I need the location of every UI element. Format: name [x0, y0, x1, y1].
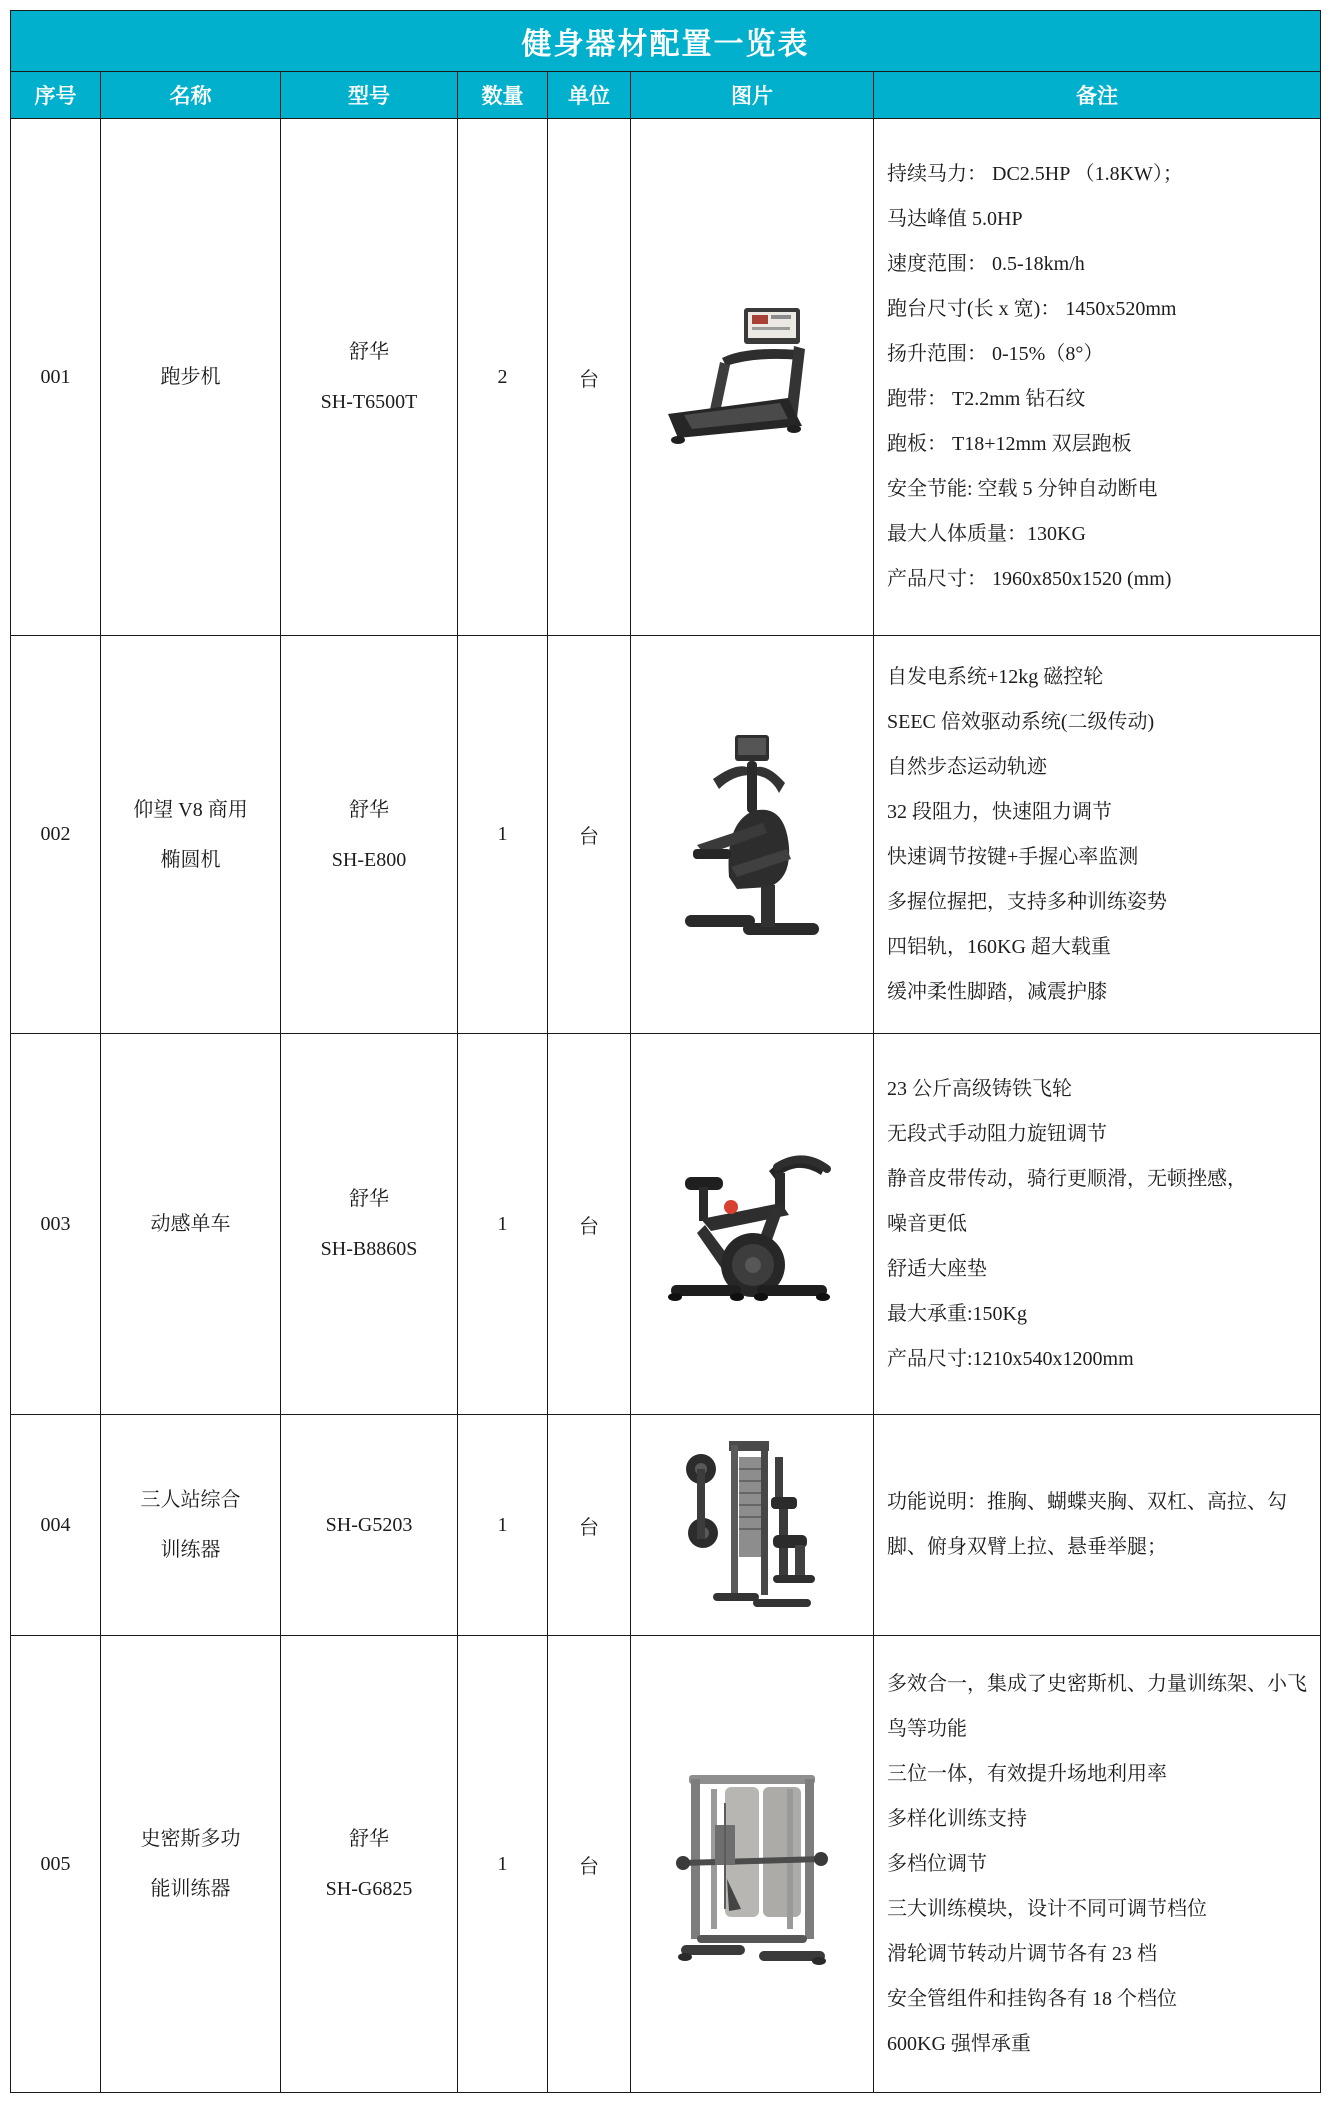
remark-line: 三大训练模块，设计不同可调节档位 — [887, 1897, 1207, 1920]
cell-picture — [631, 1034, 874, 1415]
table-row — [11, 1415, 1321, 1636]
cell-qty: 1 — [458, 636, 548, 1034]
name-line: 史密斯多功 — [140, 1828, 241, 1850]
remark-line: 缓冲柔性脚踏，减震护膝 — [887, 980, 1107, 1003]
remark-line: 23 公斤高级铸铁飞轮 — [887, 1077, 1072, 1100]
remark-line: 静音皮带传动，骑行更顺滑，无顿挫感， — [887, 1167, 1247, 1190]
model-line: 舒华 — [349, 341, 389, 363]
cell-picture — [631, 119, 874, 636]
remark-line: 最大承重:150Kg — [887, 1302, 1027, 1325]
title-row — [11, 11, 1321, 72]
cell-model — [281, 119, 458, 636]
remark-line: SEEC 倍效驱动系统(二级传动) — [887, 710, 1155, 733]
col-header-picture: 图片 — [631, 72, 874, 119]
model-line: SH-T6500T — [320, 391, 418, 413]
cell-unit: 台 — [548, 636, 631, 1034]
cell-name — [101, 1415, 281, 1636]
table-row — [11, 636, 1321, 1034]
remark-line: 无段式手动阻力旋钮调节 — [887, 1122, 1107, 1145]
cell-no: 001 — [11, 119, 101, 636]
table-row — [11, 119, 1321, 636]
model-line: 舒华 — [349, 1188, 389, 1210]
col-header-model: 型号 — [281, 72, 458, 119]
equipment-table — [10, 10, 1321, 2093]
cell-remarks — [874, 636, 1321, 1034]
cell-name — [101, 636, 281, 1034]
cell-model — [281, 1636, 458, 2093]
name-line: 椭圆机 — [160, 848, 221, 871]
model-line: SH-G5203 — [325, 1514, 413, 1536]
remark-line: 扬升范围： 0-15%（8°） — [887, 343, 1104, 365]
cell-no: 005 — [11, 1636, 101, 2093]
remark-line: 自发电系统+12kg 磁控轮 — [887, 665, 1104, 688]
remark-line: 舒适大座垫 — [887, 1257, 987, 1280]
remark-line: 多样化训练支持 — [887, 1807, 1027, 1830]
multi-station-trainer-image — [677, 1435, 827, 1615]
name-line: 训练器 — [160, 1539, 221, 1561]
remark-line: 跑板： T18+12mm 双层跑板 — [887, 433, 1132, 455]
cell-no: 003 — [11, 1034, 101, 1415]
model-line: 舒华 — [349, 1828, 389, 1850]
remark-line: 安全管组件和挂钩各有 18 个档位 — [887, 1987, 1177, 2010]
remark-line: 跑台尺寸(长 x 宽)： 1450x520mm — [887, 298, 1177, 320]
cell-remarks — [874, 119, 1321, 636]
remark-line: 32 段阻力，快速阻力调节 — [887, 800, 1112, 823]
cell-no: 002 — [11, 636, 101, 1034]
col-header-no: 序号 — [11, 72, 101, 119]
col-header-qty: 数量 — [458, 72, 548, 119]
name-line: 能训练器 — [150, 1878, 231, 1900]
model-line: SH-B8860S — [320, 1238, 418, 1260]
treadmill-image — [662, 302, 842, 452]
cell-no: 004 — [11, 1415, 101, 1636]
remark-line: 多档位调节 — [887, 1852, 987, 1875]
name-line: 动感单车 — [150, 1213, 231, 1235]
name-line: 三人站综合 — [140, 1489, 241, 1511]
remark-line: 快速调节按键+手握心率监测 — [887, 845, 1139, 868]
col-header-name: 名称 — [101, 72, 281, 119]
col-header-remarks: 备注 — [874, 72, 1321, 119]
remark-line: 功能说明：推胸、蝴蝶夹胸、双杠、高拉、勾脚、俯身双臂上拉、悬垂举腿； — [887, 1491, 1287, 1558]
model-line: 舒华 — [349, 798, 389, 821]
remark-line: 马达峰值 5.0HP — [887, 208, 1023, 230]
remark-line: 三位一体，有效提升场地利用率 — [887, 1762, 1167, 1785]
elliptical-image — [677, 727, 827, 942]
remark-line: 最大人体质量：130KG — [887, 523, 1086, 545]
name-line: 仰望 V8 商用 — [133, 798, 248, 821]
cell-unit: 台 — [548, 1415, 631, 1636]
cell-name — [101, 1636, 281, 2093]
remark-line: 产品尺寸:1210x540x1200mm — [887, 1347, 1134, 1370]
cell-model — [281, 1415, 458, 1636]
name-line: 跑步机 — [160, 366, 221, 388]
col-header-unit: 单位 — [548, 72, 631, 119]
column-header-row — [11, 72, 1321, 119]
cell-name — [101, 119, 281, 636]
page-title: 健身器材配置一览表 — [11, 11, 1321, 72]
remark-line: 产品尺寸： 1960x850x1520 (mm) — [887, 568, 1172, 590]
remark-line: 多效合一，集成了史密斯机、力量训练架、小飞鸟等功能 — [887, 1672, 1307, 1740]
remark-line: 持续马力： DC2.5HP （1.8KW）； — [887, 163, 1183, 185]
cell-remarks — [874, 1034, 1321, 1415]
remark-line: 速度范围： 0.5-18km/h — [887, 253, 1085, 275]
cell-remarks — [874, 1636, 1321, 2093]
cell-name — [101, 1034, 281, 1415]
cell-picture — [631, 1636, 874, 2093]
remark-line: 安全节能: 空载 5 分钟自动断电 — [887, 478, 1158, 500]
cell-unit: 台 — [548, 119, 631, 636]
spin-bike-image — [657, 1137, 847, 1312]
cell-qty: 1 — [458, 1415, 548, 1636]
cell-qty: 2 — [458, 119, 548, 636]
remark-line: 噪音更低 — [887, 1212, 967, 1235]
cell-unit: 台 — [548, 1636, 631, 2093]
remark-line: 多握位握把，支持多种训练姿势 — [887, 890, 1167, 913]
cell-unit: 台 — [548, 1034, 631, 1415]
table-row — [11, 1636, 1321, 2093]
table-row — [11, 1034, 1321, 1415]
remark-line: 跑带： T2.2mm 钻石纹 — [887, 388, 1086, 410]
cell-picture — [631, 1415, 874, 1636]
cell-qty: 1 — [458, 1636, 548, 2093]
smith-machine-image — [667, 1759, 837, 1969]
model-line: SH-G6825 — [325, 1878, 413, 1900]
remark-line: 四铝轨，160KG 超大载重 — [887, 935, 1111, 958]
remark-line: 600KG 强悍承重 — [887, 2032, 1031, 2055]
cell-model — [281, 1034, 458, 1415]
cell-picture — [631, 636, 874, 1034]
cell-model — [281, 636, 458, 1034]
cell-remarks — [874, 1415, 1321, 1636]
remark-line: 自然步态运动轨迹 — [887, 755, 1047, 778]
remark-line: 滑轮调节转动片调节各有 23 档 — [887, 1942, 1157, 1965]
cell-qty: 1 — [458, 1034, 548, 1415]
model-line: SH-E800 — [331, 848, 407, 871]
